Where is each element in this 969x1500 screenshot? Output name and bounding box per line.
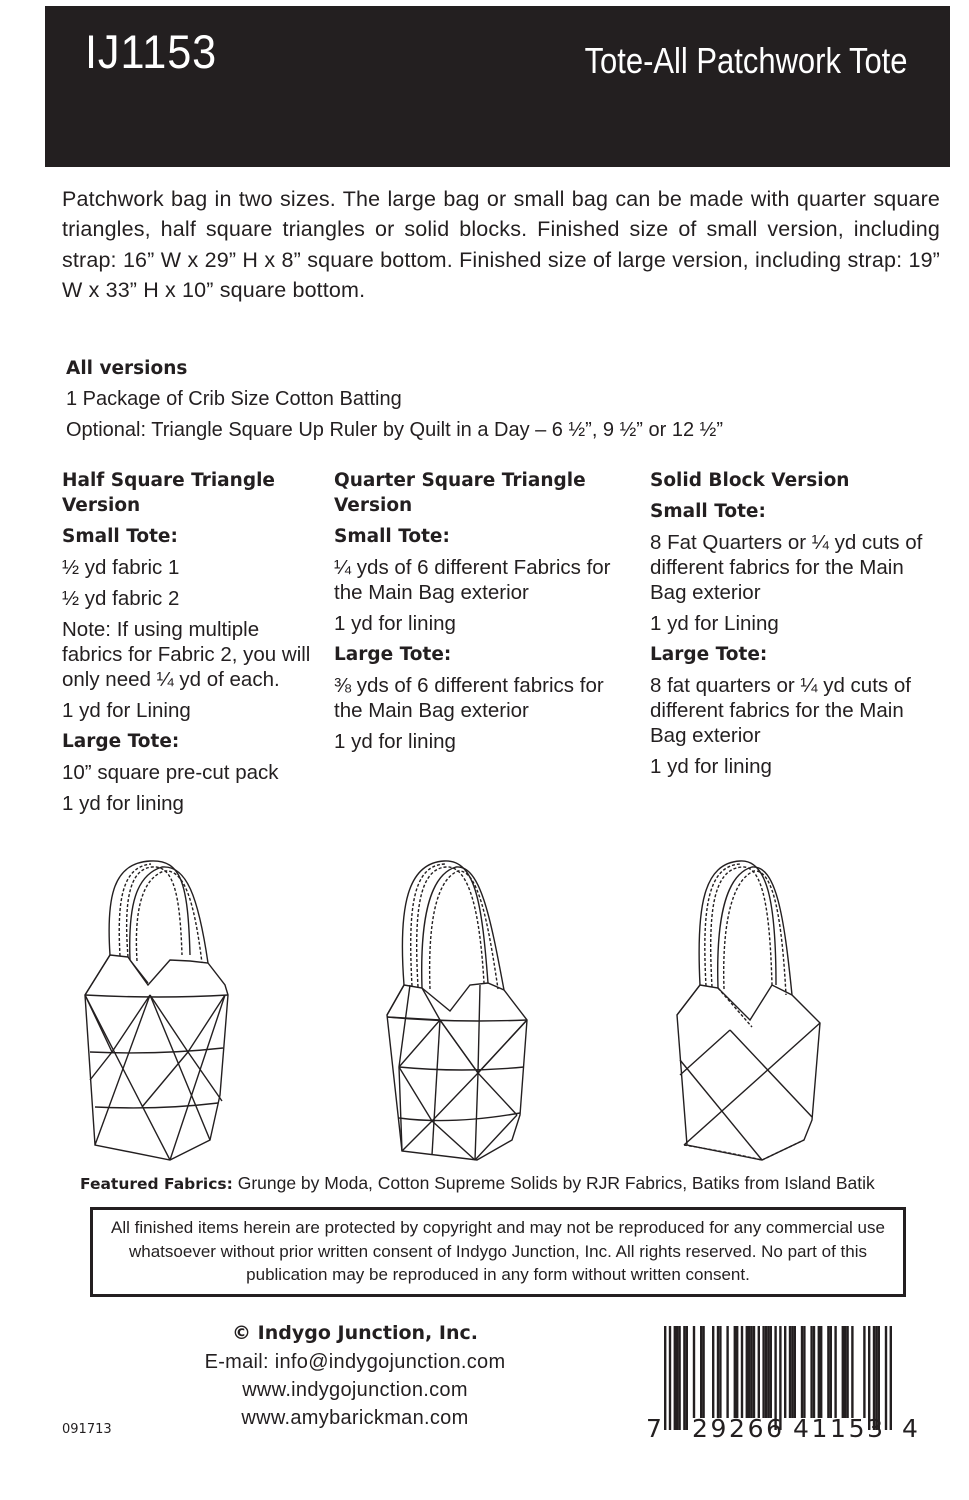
barcode-bar [664,1326,666,1430]
version-heading: Half Square Triangle Version [62,470,275,516]
barcode-bar [741,1326,743,1418]
barcode-first-digit: 7 [646,1414,662,1443]
barcode-bar [669,1326,671,1430]
pattern-title: Tote-All Patchwork Tote [585,40,908,81]
barcode-bar [846,1326,848,1418]
barcode-bar [678,1326,680,1430]
supply-item: ½ yd fabric 2 [62,587,180,610]
header-band [45,6,950,167]
publisher-name: © Indygo Junction, Inc. [232,1322,478,1344]
barcode-bar [767,1326,769,1418]
all-versions-item: 1 Package of Crib Size Cotton Batting [66,388,402,410]
barcode-bar [674,1326,676,1430]
all-versions-heading: All versions [66,358,188,379]
upc-barcode [640,1322,918,1447]
supply-item: 1 yd for Lining [650,612,779,635]
barcode-bar [693,1326,695,1418]
barcode-bar [844,1326,846,1418]
barcode-bar [717,1326,719,1418]
barcode-bar [813,1326,815,1418]
barcode-left-group: 29266 [692,1414,782,1443]
barcode-bar [801,1326,803,1418]
barcode-right-group: 41153 [793,1414,883,1443]
barcode-bar [676,1326,678,1430]
publisher-email[interactable]: E-mail: info@indygojunction.com [204,1351,506,1373]
large-tote-heading: Large Tote: [334,644,452,665]
version-column-quarter-square [334,468,634,760]
barcode-bar [770,1326,772,1418]
half-square-triangle-tote-icon [70,855,270,1165]
barcode-bar [734,1326,736,1418]
all-versions-item: Optional: Triangle Square Up Ruler by Quilt in a Day – 6 ½”, 9 ½” or 12 ½” [66,419,723,441]
solid-block-tote-icon [672,855,837,1165]
barcode-bar [794,1326,796,1418]
version-heading: Solid Block Version [650,470,850,491]
barcode-bar [765,1326,767,1418]
barcode-bar [820,1326,822,1418]
barcode-bar [712,1326,714,1418]
featured-fabrics [80,1173,875,1194]
large-tote-heading: Large Tote: [62,731,180,752]
publisher-footer [150,1318,560,1432]
barcode-bar [842,1326,844,1418]
copyright-notice: All finished items herein are protected by copyright and may not be reproduced for any commercial use whatsoever without prior written consent of Indygo Junction, Inc. All rights reserved. No part of this publication may be reproduced in any form without written consent. [111,1218,885,1284]
barcode-bar [863,1326,865,1418]
barcode-bar [683,1326,685,1430]
intro-paragraph: Patchwork bag in two sizes. The large bag or small bag can be made with quarter square triangles, half square triangles or solid blocks. Finished size of small version, including strap: 16” W x 29” H x 8” square bottom. Finished size of large version, including strap: 19” W x 33” H x 10” square bottom. [62,187,940,302]
barcode-bar [885,1326,887,1430]
barcode-bar [818,1326,820,1418]
version-column-solid-block [650,468,950,785]
supply-item: 1 yd for lining [62,792,184,815]
barcode-bar [784,1326,786,1418]
barcode-bar [736,1326,738,1418]
barcode-bar [702,1326,704,1418]
supply-item: 1 yd for lining [334,612,456,635]
supply-item: ⅜ yds of 6 different fabrics for the Main Bag exterior [334,674,604,722]
barcode-bar [827,1326,829,1418]
barcode-bar [834,1326,836,1418]
barcode-bar [750,1326,752,1418]
pattern-code: IJ1153 [85,25,218,78]
barcode-bar [719,1326,721,1418]
supply-item: 1 yd for lining [334,730,456,753]
barcode-bar [762,1326,764,1418]
supply-item: 8 fat quarters or ¼ yd cuts of different fabrics for the Main Bag exterior [650,674,911,747]
supply-item: 8 Fat Quarters or ¼ yd cuts of different fabrics for the Main Bag exterior [650,531,923,604]
supply-item: 1 yd for lining [650,755,772,778]
barcode-bar [758,1326,760,1418]
version-heading: Quarter Square Triangle Version [334,470,586,516]
barcode-bar [748,1326,750,1418]
barcode-bar [830,1326,832,1418]
supply-item: 10” square pre-cut pack [62,761,279,784]
barcode-check-digit: 4 [902,1414,918,1443]
supply-item: ¼ yds of 6 different Fabrics for the Main Bag exterior [334,556,611,604]
barcode-bar [851,1326,853,1418]
barcode-bar [686,1326,688,1430]
featured-fabrics-label: Featured Fabrics: [80,1175,233,1193]
version-column-half-square [62,468,312,822]
featured-fabrics-text: Grunge by Moda, Cotton Supreme Solids by RJR Fabrics, Batiks from Island Batik [237,1173,875,1193]
barcode-bar [890,1326,892,1430]
barcode-bar [803,1326,805,1418]
copyright-notice-box [90,1207,906,1297]
small-tote-heading: Small Tote: [334,526,450,547]
small-tote-heading: Small Tote: [62,526,178,547]
supply-note: Note: If using multiple fabrics for Fabric 2, you will only need ¼ yd of each. [62,618,311,691]
date-code: 091713 [62,1422,112,1437]
barcode-bar [753,1326,755,1418]
supply-item: ½ yd fabric 1 [62,556,180,579]
quarter-square-triangle-tote-icon [372,855,547,1165]
barcode-bar [700,1326,702,1418]
barcode-bar [810,1326,812,1418]
barcode-bar [789,1326,791,1418]
barcode-bar [726,1326,728,1418]
all-versions-section [66,353,723,446]
small-tote-heading: Small Tote: [650,501,766,522]
supply-item: 1 yd for Lining [62,699,191,722]
barcode-bar [746,1326,748,1418]
barcode-bar [791,1326,793,1418]
publisher-website[interactable]: www.indygojunction.com [242,1379,468,1401]
large-tote-heading: Large Tote: [650,644,768,665]
designer-website[interactable]: www.amybarickman.com [241,1407,469,1429]
